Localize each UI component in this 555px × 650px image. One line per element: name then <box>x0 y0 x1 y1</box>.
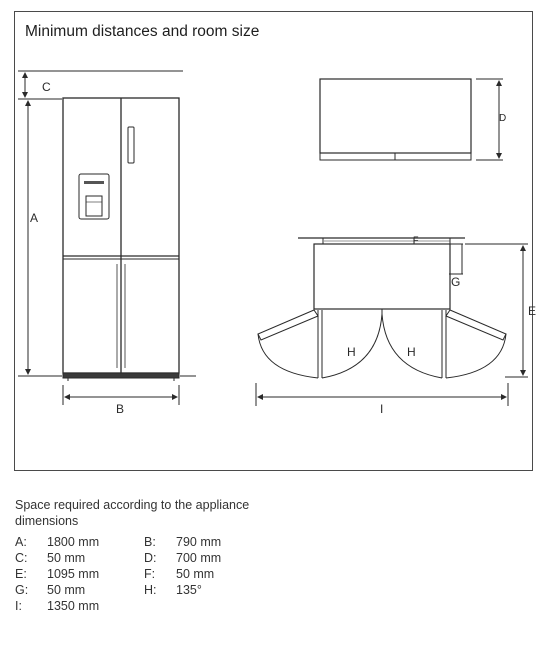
space-caption: Space required according to the appliance dimensions <box>15 498 250 528</box>
fridge-plan-view <box>256 238 528 406</box>
spec-row: G: 50 mm <box>15 583 86 597</box>
label-a: A <box>30 211 39 225</box>
label-h-left: H <box>347 345 356 359</box>
label-c: C <box>42 80 51 94</box>
fridge-front-view <box>18 71 196 405</box>
fridge-top-view <box>320 79 503 160</box>
diagram-title: Minimum distances and room size <box>25 23 260 40</box>
spec-row: I: 1350 mm <box>15 599 100 613</box>
spec-row: C: 50 mm <box>15 551 86 565</box>
label-e: E <box>528 304 537 318</box>
spec-column-right <box>144 534 221 598</box>
label-b: B <box>116 402 125 416</box>
spec-row: E: 1095 mm <box>15 567 100 581</box>
label-h-right: H <box>407 345 416 359</box>
label-g: G <box>451 275 461 289</box>
label-f: F <box>413 235 419 245</box>
label-i: I <box>380 402 384 416</box>
label-d: D <box>499 113 507 124</box>
spec-row: A: 1800 mm <box>15 535 100 549</box>
spec-row: B: 790 mm <box>144 535 222 549</box>
spec-row: H: 135° <box>144 583 202 597</box>
spec-row: F: 50 mm <box>144 567 215 581</box>
spec-row: D: 700 mm <box>144 551 222 565</box>
spec-column-left <box>15 534 99 614</box>
